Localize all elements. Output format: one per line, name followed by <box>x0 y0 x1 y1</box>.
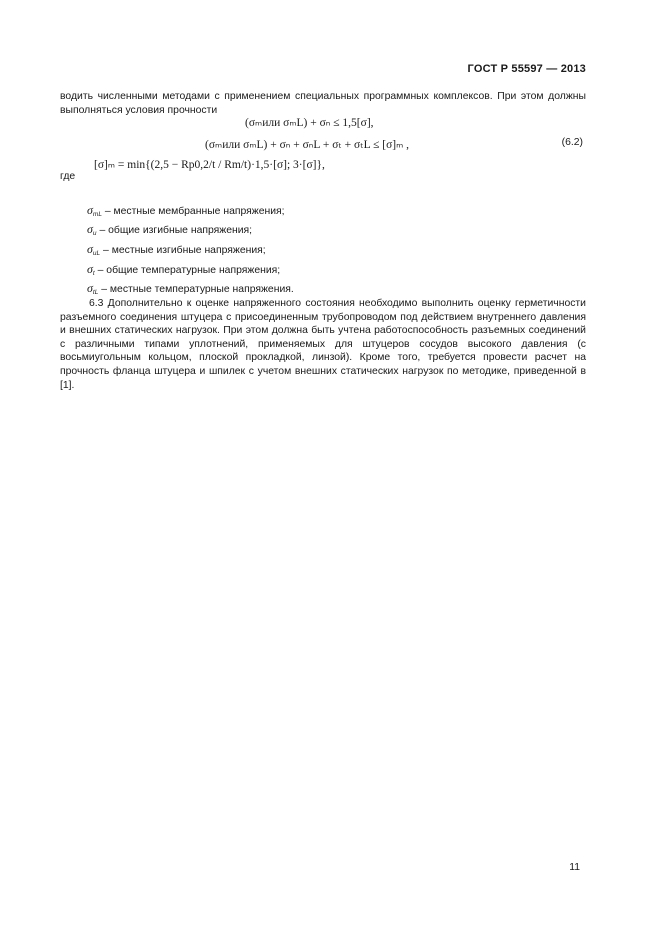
strength-condition-2: (σₘили σₘL) + σₙ + σₙL + σₜ + σₜL ≤ [σ]ₘ , <box>205 139 410 151</box>
intro-paragraph: водить численными методами с применением специальных программных комплексов. При этом должны выполняться условия прочности <box>60 91 586 116</box>
definition-item: $\sigma_{mL}$ – местные мембранные напряжения; <box>87 203 285 218</box>
standard-header: ГОСТ Р 55597 — 2013 <box>467 63 586 75</box>
allowable-stress-text: [σ]ₘ = min{(2,5 − Rp0,2/t / Rm/t)·1,5·[σ]; 3·[σ]}, <box>94 159 325 171</box>
equation-number: (6.2) <box>561 137 583 148</box>
definition-item: $\sigma_{uL}$ – местные изгибные напряжения; <box>87 242 266 257</box>
allowable-stress-formula <box>94 157 325 171</box>
definition-item: $\sigma_t$ – общие температурные напряжения; <box>87 262 281 277</box>
definition-item: $\sigma_u$ – общие изгибные напряжения; <box>87 222 253 237</box>
definition-item: $\sigma_{tL}$ – местные температурные напряжения. <box>87 281 294 296</box>
strength-condition-1: (σₘили σₘL) + σₙ ≤ 1,5[σ], <box>245 117 374 129</box>
page-number: 11 <box>569 862 580 873</box>
section-6-3-paragraph: 6.3 Дополнительно к оценке напряженного состояния необходимо выполнить оценку герметичности разъемного соединения штуцера с присоединенным трубопроводом под действием внутреннего давления и внешних статических нагрузок. При этом должна быть учтена работоспособность разъемных соединений с различными типами уплотнений, применяемых для штуцеров сосудов высокого давления (с восьмиугольным кольцом, плоской прокладкой, линзой). Кроме того, требуется провести расчет на прочность фланца штуцера и шпилек с учетом внешних статических нагрузок по методике, приведенной в [1]. <box>60 298 586 391</box>
where-label: где <box>60 171 76 182</box>
